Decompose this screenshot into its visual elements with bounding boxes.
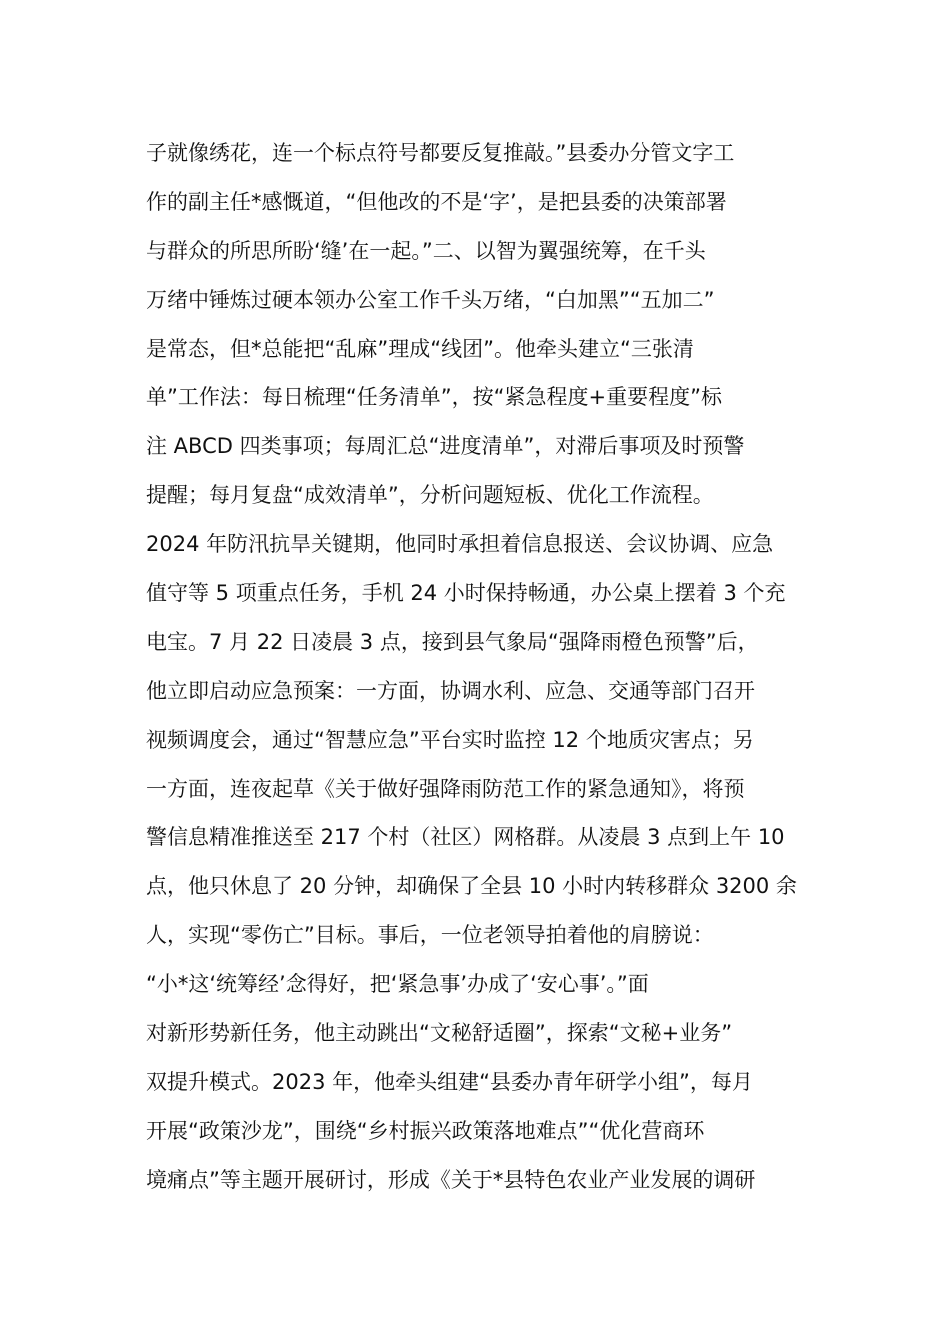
text-line: 人，实现“零伤亡”目标。事后，一位老领导拍着他的肩膀说：: [146, 923, 714, 948]
text-line: 单”工作法：每日梳理“任务清单”，按“紧急程度+重要程度”标: [146, 385, 722, 410]
text-line: 电宝。7 月 22 日凌晨 3 点，接到县气象局“强降雨橙色预警”后，: [146, 629, 759, 654]
text-line: 开展“政策沙龙”，围绕“乡村振兴政策落地难点”“优化营商环: [146, 1118, 705, 1143]
text-line: 值守等 5 项重点任务，手机 24 小时保持畅通，办公桌上摆着 3 个充: [146, 581, 786, 606]
text-line: 与群众的所思所盼‘缝’在一起。”二、以智为翼强统筹，在千头: [146, 238, 706, 263]
body-text: [146, 131, 826, 1207]
text-line: 一方面，连夜起草《关于做好强降雨防范工作的紧急通知》，将预: [146, 776, 745, 801]
text-line: 作的副主任*感慨道，“但他改的不是‘字’，是把县委的决策部署: [146, 189, 727, 214]
text-line: 点，他只休息了 20 分钟，却确保了全县 10 小时内转移群众 3200 余: [146, 874, 797, 899]
text-line: 提醒；每月复盘“成效清单”，分析问题短板、优化工作流程。: [146, 483, 714, 508]
text-line: 子就像绣花，连一个标点符号都要反复推敲。”县委办分管文字工: [146, 141, 735, 165]
text-line: 双提升模式。2023 年，他牵头组建“县委办青年研学小组”，每月: [146, 1069, 753, 1094]
text-line: 万绪中锤炼过硬本领办公室工作千头万绪，“白加黑”“五加二”: [146, 287, 715, 312]
text-line: 警信息精准推送至 217 个村（社区）网格群。从凌晨 3 点到上午 10: [146, 825, 785, 850]
text-line: 他立即启动应急预案：一方面，协调水利、应急、交通等部门召开: [146, 678, 755, 703]
text-line: 是常态，但*总能把“乱麻”理成“线团”。他牵头建立“三张清: [146, 336, 694, 361]
text-line: 对新形势新任务，他主动跳出“文秘舒适圈”，探索“文秘+业务”: [146, 1021, 733, 1046]
text-line: 注 ABCD 四类事项；每周汇总“进度清单”，对滞后事项及时预警: [146, 434, 745, 459]
text-line: 2024 年防汛抗旱关键期，他同时承担着信息报送、会议协调、应急: [146, 532, 774, 557]
text-line: 境痛点”等主题开展研讨，形成《关于*县特色农业产业发展的调研: [146, 1167, 756, 1192]
text-line: “小*这‘统筹经’念得好，把‘紧急事’办成了‘安心事’。”面: [146, 972, 649, 997]
text-line: 视频调度会，通过“智慧应急”平台实时监控 12 个地质灾害点；另: [146, 727, 754, 752]
